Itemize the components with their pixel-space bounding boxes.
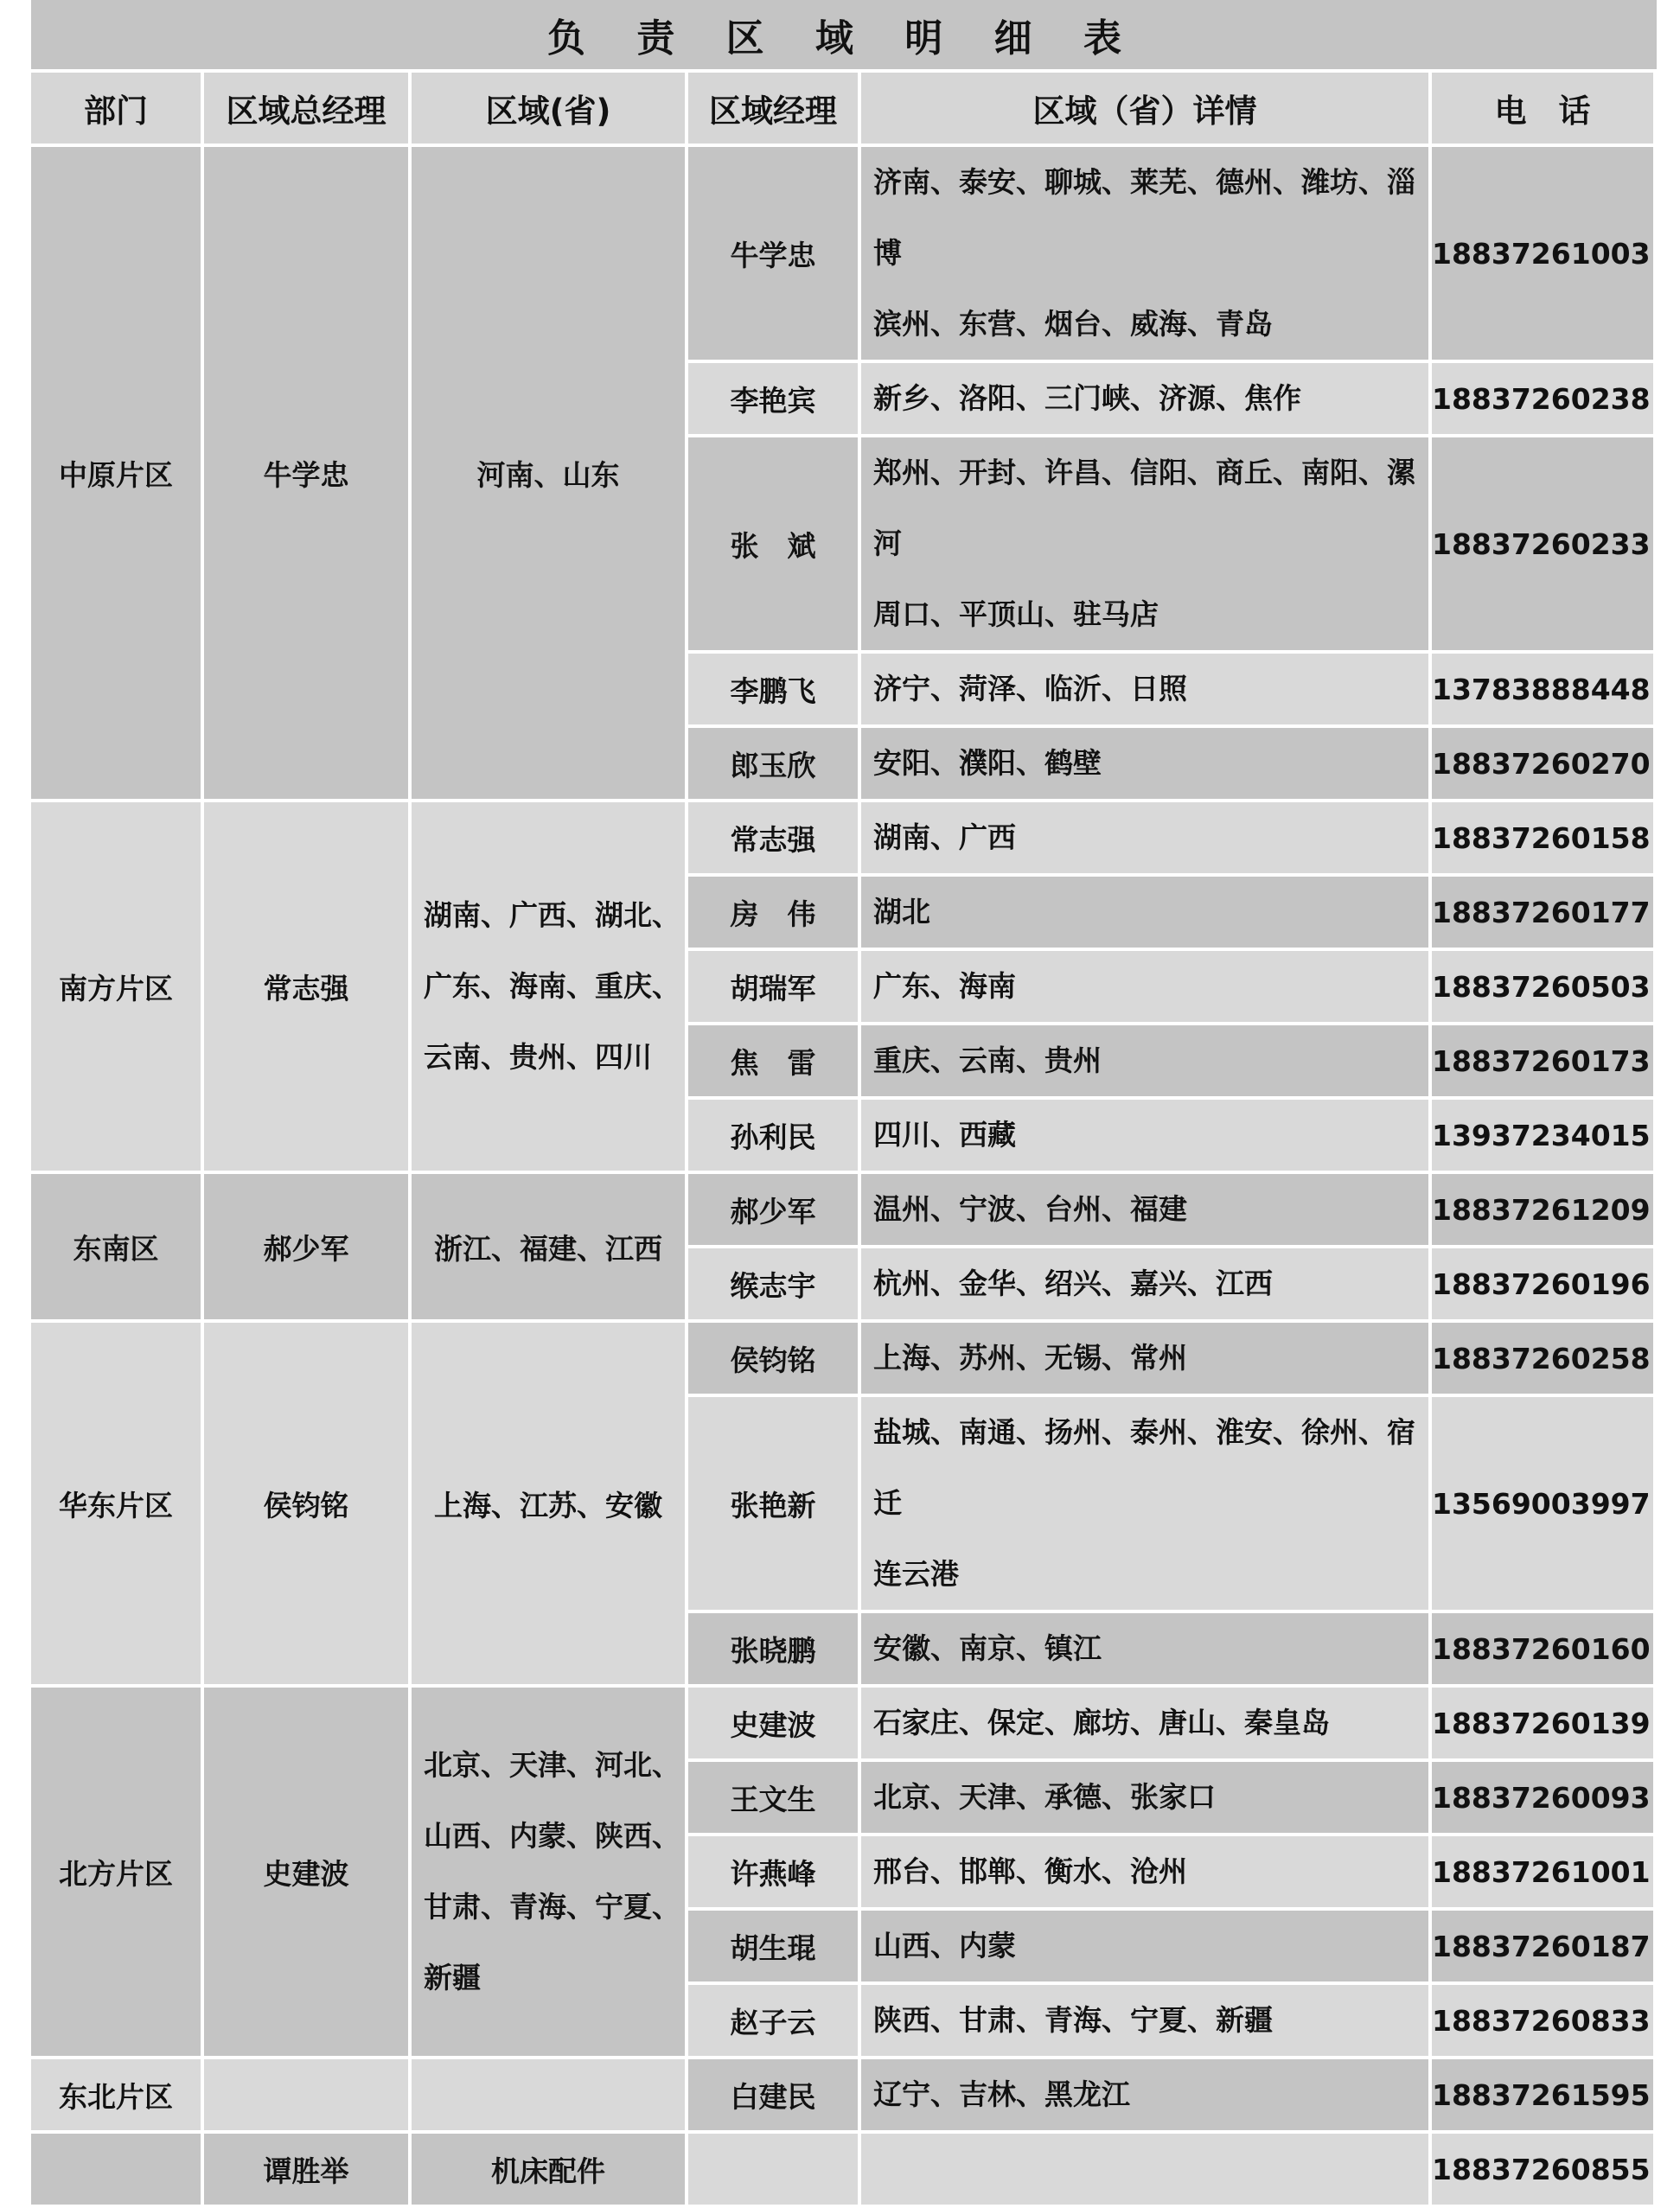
dept-cell: 东南区 xyxy=(31,1174,204,1323)
header-region-detail: 区域（省）详情 xyxy=(861,73,1432,147)
region-detail-cell xyxy=(861,2134,1432,2208)
dept-cell xyxy=(31,2134,204,2208)
cell-line: 云南、贵州、四川 xyxy=(424,1040,652,1074)
region-detail-cell xyxy=(861,1911,1432,1985)
dept-cell: 南方片区 xyxy=(31,802,204,1174)
region-manager-cell: 郎玉欣 xyxy=(688,728,861,802)
table-row xyxy=(31,147,1657,363)
cell-line: 杭州、金华、绍兴、嘉兴、江西 xyxy=(873,1267,1273,1300)
cell-line: 机床配件 xyxy=(491,2154,605,2188)
header-region: 区域(省) xyxy=(412,73,688,147)
region-manager-cell: 房 伟 xyxy=(688,877,861,951)
phone-cell: 18837260833 xyxy=(1432,1985,1657,2059)
region-cell xyxy=(412,1688,688,2059)
general-manager-cell xyxy=(204,2059,412,2134)
region-detail-cell xyxy=(861,802,1432,877)
phone-cell: 18837260196 xyxy=(1432,1248,1657,1323)
general-manager-cell: 常志强 xyxy=(204,802,412,1174)
phone-cell: 18837260093 xyxy=(1432,1762,1657,1836)
region-detail-cell xyxy=(861,1323,1432,1397)
general-manager-cell: 谭胜举 xyxy=(204,2134,412,2208)
cell-line: 陕西、甘肃、青海、宁夏、新疆 xyxy=(873,2003,1273,2037)
region-manager-cell: 赵子云 xyxy=(688,1985,861,2059)
cell-line: 连云港 xyxy=(873,1557,959,1591)
phone-cell: 18837260238 xyxy=(1432,363,1657,437)
cell-line: 北京、天津、承德、张家口 xyxy=(873,1780,1216,1814)
dept-cell: 东北片区 xyxy=(31,2059,204,2134)
phone-cell: 18837260270 xyxy=(1432,728,1657,802)
dept-cell: 华东片区 xyxy=(31,1323,204,1688)
header-phone: 电 话 xyxy=(1432,73,1657,147)
phone-cell: 13569003997 xyxy=(1432,1397,1657,1613)
region-manager-cell xyxy=(688,2134,861,2208)
table-row xyxy=(31,1323,1657,1397)
cell-line: 滨州、东营、烟台、威海、青岛 xyxy=(873,307,1273,341)
cell-line: 四川、西藏 xyxy=(873,1118,1016,1152)
cell-line: 郑州、开封、许昌、信阳、商丘、南阳、漯河 xyxy=(873,456,1415,560)
cell-line: 山西、内蒙 xyxy=(873,1929,1016,1962)
table-row xyxy=(31,1174,1657,1248)
table-title: 负 责 区 域 明 细 表 xyxy=(31,0,1657,73)
phone-cell: 18837260160 xyxy=(1432,1613,1657,1688)
general-manager-cell: 侯钧铭 xyxy=(204,1323,412,1688)
phone-cell: 18837260258 xyxy=(1432,1323,1657,1397)
region-manager-cell: 胡生琨 xyxy=(688,1911,861,1985)
cell-line: 邢台、邯郸、衡水、沧州 xyxy=(873,1854,1187,1888)
cell-line: 安徽、南京、镇江 xyxy=(873,1631,1102,1665)
region-detail-cell xyxy=(861,1174,1432,1248)
cell-line: 石家庄、保定、廊坊、唐山、秦皇岛 xyxy=(873,1706,1330,1739)
cell-line: 周口、平顶山、驻马店 xyxy=(873,597,1159,631)
cell-line: 辽宁、吉林、黑龙江 xyxy=(873,2077,1130,2111)
cell-line: 上海、苏州、无锡、常州 xyxy=(873,1341,1187,1375)
region-cell xyxy=(412,2134,688,2208)
cell-line: 安阳、濮阳、鹤壁 xyxy=(873,746,1102,780)
region-table-sheet xyxy=(31,0,1657,2208)
region-manager-cell: 缑志宇 xyxy=(688,1248,861,1323)
phone-cell: 18837260139 xyxy=(1432,1688,1657,1762)
region-manager-cell: 许燕峰 xyxy=(688,1836,861,1911)
dept-cell: 中原片区 xyxy=(31,147,204,802)
phone-cell: 18837260233 xyxy=(1432,437,1657,654)
cell-line: 湖南、广西 xyxy=(873,820,1016,854)
region-manager-cell: 王文生 xyxy=(688,1762,861,1836)
region-detail-cell xyxy=(861,1248,1432,1323)
cell-line: 济南、泰安、聊城、莱芜、德州、潍坊、淄博 xyxy=(873,165,1415,270)
table-body xyxy=(31,147,1657,2208)
region-detail-cell xyxy=(861,1688,1432,1762)
region-detail-cell xyxy=(861,1762,1432,1836)
cell-line: 甘肃、青海、宁夏、 xyxy=(424,1890,680,1924)
region-detail-cell xyxy=(861,147,1432,363)
region-detail-cell xyxy=(861,728,1432,802)
general-manager-cell: 史建波 xyxy=(204,1688,412,2059)
header-row xyxy=(31,73,1657,147)
cell-line: 湖北 xyxy=(873,895,930,929)
cell-line: 浙江、福建、江西 xyxy=(434,1231,662,1266)
header-dept: 部门 xyxy=(31,73,204,147)
table-row xyxy=(31,802,1657,877)
region-detail-cell xyxy=(861,951,1432,1025)
phone-cell: 13937234015 xyxy=(1432,1100,1657,1174)
phone-cell: 13783888448 xyxy=(1432,654,1657,728)
phone-cell: 18837261001 xyxy=(1432,1836,1657,1911)
region-manager-cell: 郝少军 xyxy=(688,1174,861,1248)
dept-cell: 北方片区 xyxy=(31,1688,204,2059)
region-cell xyxy=(412,147,688,802)
region-detail-cell xyxy=(861,1397,1432,1613)
region-cell xyxy=(412,1174,688,1323)
cell-line: 北京、天津、河北、 xyxy=(424,1748,680,1782)
phone-cell: 18837260158 xyxy=(1432,802,1657,877)
region-detail-cell xyxy=(861,363,1432,437)
table-row xyxy=(31,1688,1657,1762)
cell-line: 河南、山东 xyxy=(476,457,620,492)
region-cell xyxy=(412,2059,688,2134)
region-manager-cell: 焦 雷 xyxy=(688,1025,861,1100)
region-cell xyxy=(412,802,688,1174)
cell-line: 新疆 xyxy=(424,1961,481,1994)
region-detail-cell xyxy=(861,1985,1432,2059)
region-cell xyxy=(412,1323,688,1688)
cell-line: 盐城、南通、扬州、泰州、淮安、徐州、宿迁 xyxy=(873,1415,1415,1520)
region-detail-cell xyxy=(861,437,1432,654)
region-detail-cell xyxy=(861,1025,1432,1100)
cell-line: 广东、海南 xyxy=(873,969,1016,1003)
phone-cell: 18837260855 xyxy=(1432,2134,1657,2208)
region-manager-cell: 张艳新 xyxy=(688,1397,861,1613)
region-detail-cell xyxy=(861,2059,1432,2134)
region-manager-cell: 李艳宾 xyxy=(688,363,861,437)
table-row xyxy=(31,2134,1657,2208)
cell-line: 济宁、菏泽、临沂、日照 xyxy=(873,672,1187,705)
region-table xyxy=(31,73,1657,2208)
phone-cell: 18837260177 xyxy=(1432,877,1657,951)
region-detail-cell xyxy=(861,1613,1432,1688)
region-manager-cell: 史建波 xyxy=(688,1688,861,1762)
region-detail-cell xyxy=(861,1836,1432,1911)
cell-line: 广东、海南、重庆、 xyxy=(424,969,680,1003)
header-region-manager: 区域经理 xyxy=(688,73,861,147)
region-manager-cell: 胡瑞军 xyxy=(688,951,861,1025)
phone-cell: 18837260173 xyxy=(1432,1025,1657,1100)
cell-line: 重庆、云南、贵州 xyxy=(873,1043,1102,1077)
phone-cell: 18837261595 xyxy=(1432,2059,1657,2134)
region-manager-cell: 张晓鹏 xyxy=(688,1613,861,1688)
region-manager-cell: 张 斌 xyxy=(688,437,861,654)
region-detail-cell xyxy=(861,877,1432,951)
region-detail-cell xyxy=(861,1100,1432,1174)
cell-line: 上海、江苏、安徽 xyxy=(434,1488,662,1522)
table-row xyxy=(31,2059,1657,2134)
general-manager-cell: 郝少军 xyxy=(204,1174,412,1323)
cell-line: 温州、宁波、台州、福建 xyxy=(873,1192,1187,1226)
general-manager-cell: 牛学忠 xyxy=(204,147,412,802)
cell-line: 湖南、广西、湖北、 xyxy=(424,898,680,932)
region-manager-cell: 白建民 xyxy=(688,2059,861,2134)
region-manager-cell: 孙利民 xyxy=(688,1100,861,1174)
phone-cell: 18837260187 xyxy=(1432,1911,1657,1985)
region-detail-cell xyxy=(861,654,1432,728)
cell-line: 新乡、洛阳、三门峡、济源、焦作 xyxy=(873,381,1301,415)
phone-cell: 18837261003 xyxy=(1432,147,1657,363)
region-manager-cell: 牛学忠 xyxy=(688,147,861,363)
header-general-manager: 区域总经理 xyxy=(204,73,412,147)
cell-line: 山西、内蒙、陕西、 xyxy=(424,1819,680,1853)
phone-cell: 18837261209 xyxy=(1432,1174,1657,1248)
region-manager-cell: 侯钧铭 xyxy=(688,1323,861,1397)
phone-cell: 18837260503 xyxy=(1432,951,1657,1025)
region-manager-cell: 常志强 xyxy=(688,802,861,877)
region-manager-cell: 李鹏飞 xyxy=(688,654,861,728)
